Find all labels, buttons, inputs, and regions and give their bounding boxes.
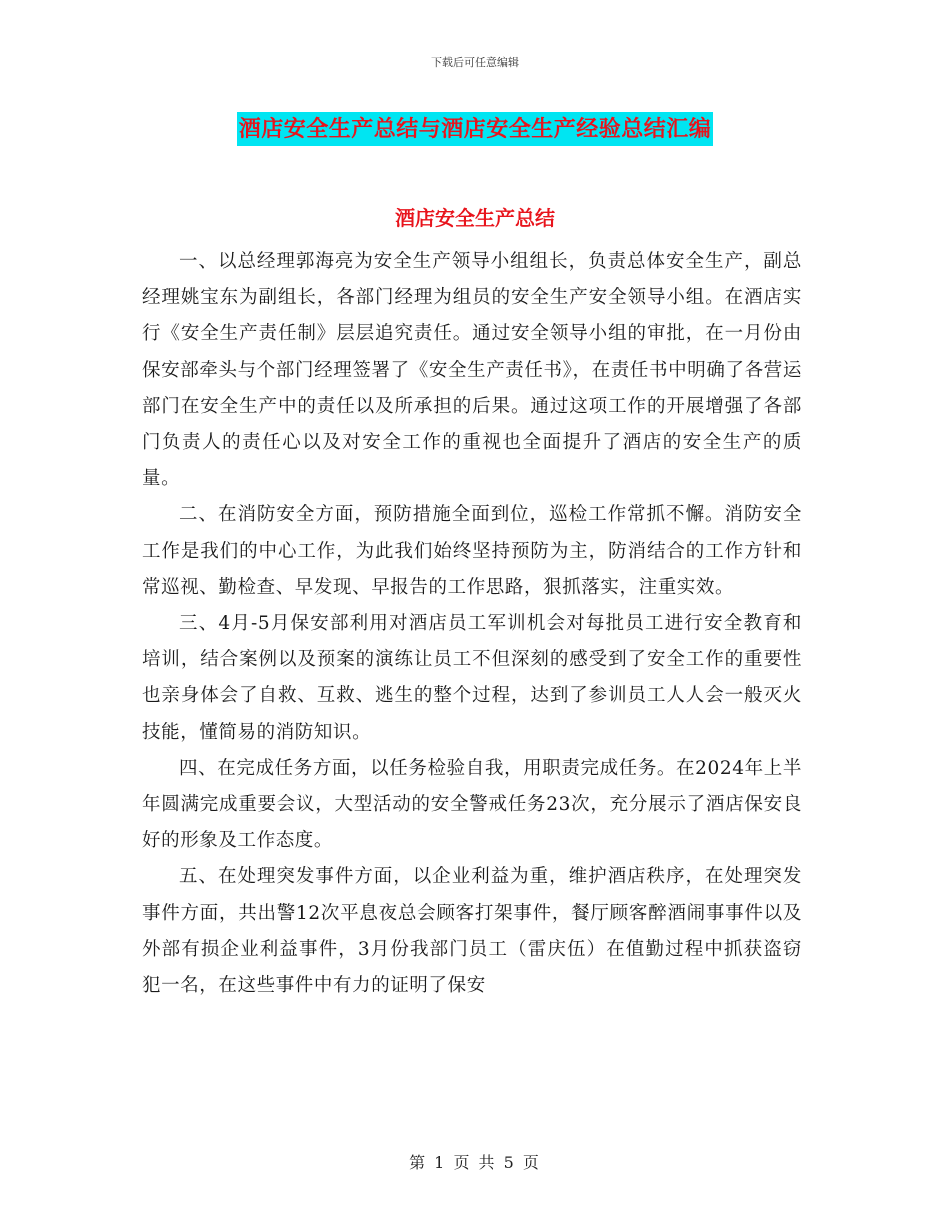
header-note: 下载后可任意编辑	[431, 56, 519, 69]
paragraph-4: 四、在完成任务方面，以任务检验自我，用职责完成任务。在2024年上半年圆满完成重要会议，大型活动的安全警戒任务23次，充分展示了酒店保安良好的形象及工作态度。	[142, 757, 802, 852]
main-title-container	[0, 112, 950, 146]
paragraph-2: 二、在消防安全方面，预防措施全面到位，巡检工作常抓不懈。消防安全工作是我们的中心工作，为此我们始终坚持预防为主，防消结合的工作方针和常巡视、勤检查、早发现、早报告的工作思路，狠抓落实，注重实效。	[142, 504, 802, 598]
document-body	[142, 244, 802, 1004]
paragraph-5: 五、在处理突发事件方面，以企业利益为重，维护酒店秩序，在处理突发事件方面，共出警12次平息夜总会顾客打架事件，餐厅顾客醉酒闹事事件以及外部有损企业利益事件，3月份我部门员工（雷庆伍）在值勤过程中抓获盗窃犯一名，在这些事件中有力的证明了保安	[142, 866, 802, 997]
page-footer: 第 1 页 共 5 页	[409, 1153, 541, 1172]
section-title: 酒店安全生产总结	[395, 206, 555, 230]
paragraph-3: 三、4月-5月保安部利用对酒店员工军训机会对每批员工进行安全教育和培训，结合案例以及预案的演练让员工不但深刻的感受到了安全工作的重要性也亲身体会了自救、互救、逃生的整个过程，达到了参训员工人人会一般灭火技能，懂简易的消防知识。	[142, 613, 802, 743]
main-title: 酒店安全生产总结与酒店安全生产经验总结汇编	[237, 112, 714, 146]
paragraph-1: 一、以总经理郭海亮为安全生产领导小组组长，负责总体安全生产，副总经理姚宝东为副组长，各部门经理为组员的安全生产安全领导小组。在酒店实行《安全生产责任制》层层追究责任。通过安全领导小组的审批，在一月份由保安部牵头与个部门经理签署了《安全生产责任书》，在责任书中明确了各营运部门在安全生产中的责任以及所承担的后果。通过这项工作的开展增强了各部门负责人的责任心以及对安全工作的重视也全面提升了酒店的安全生产的质量。	[142, 251, 802, 490]
